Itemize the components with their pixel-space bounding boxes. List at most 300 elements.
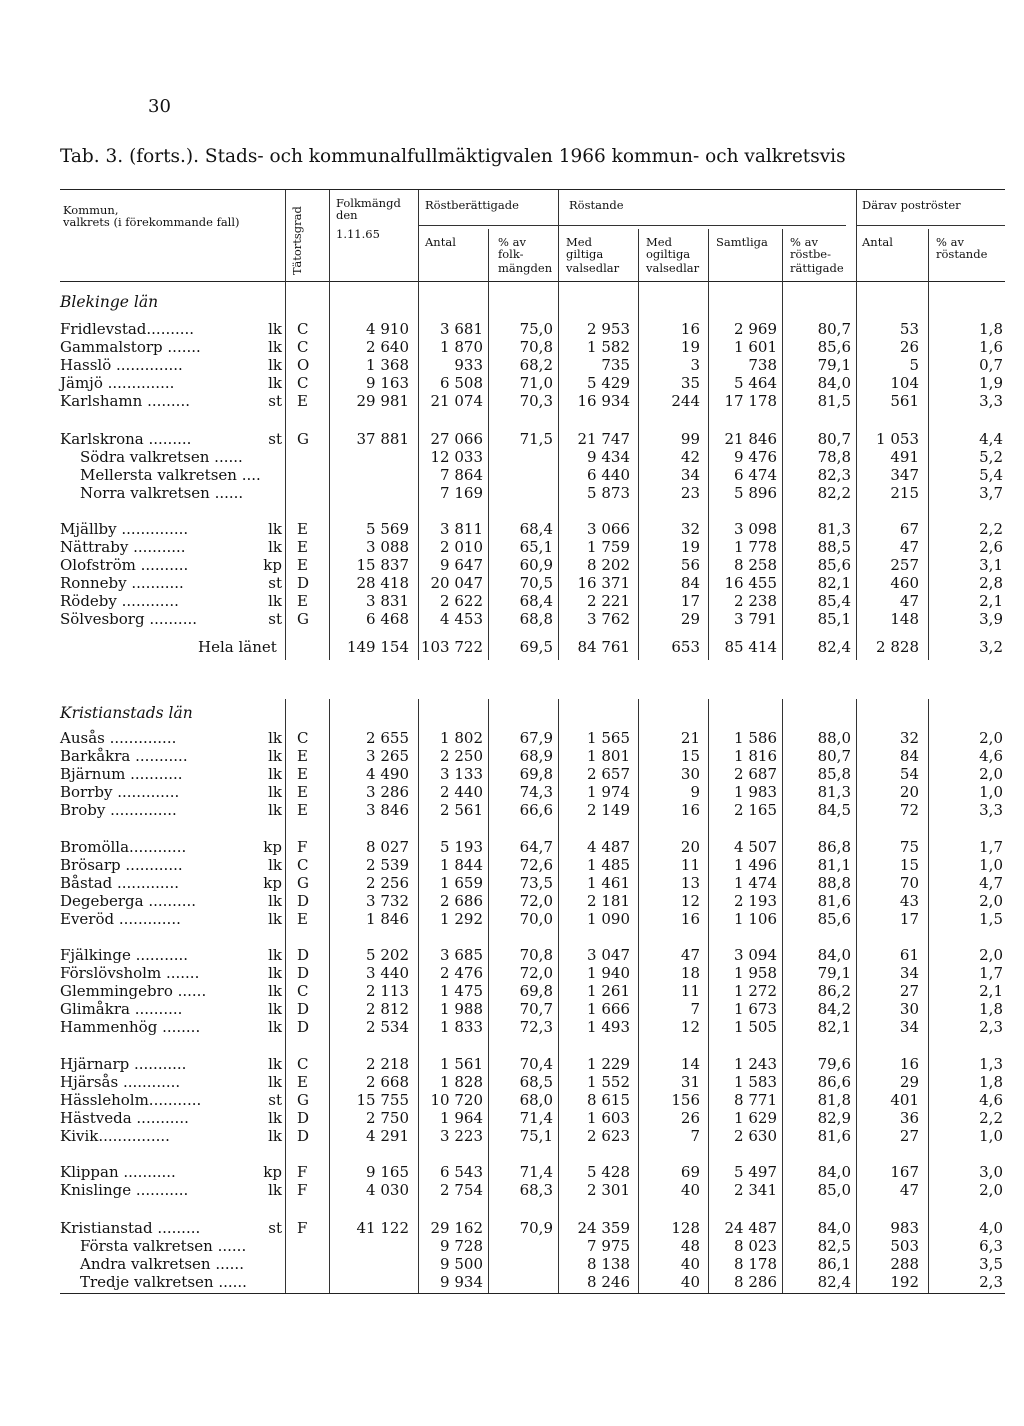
col-line	[856, 190, 857, 660]
row-type: lk	[268, 892, 282, 910]
row-name: Mjällby ..............	[60, 520, 189, 538]
col-line	[488, 229, 489, 660]
row-tatortsgrad: D	[297, 892, 310, 910]
cell-samtliga: 1 474	[734, 874, 777, 892]
cell-giltiga: 2 953	[587, 320, 630, 338]
cell-postroster-antal: 70	[899, 874, 919, 892]
cell-ogiltiga: 16	[680, 910, 700, 928]
cell-samtliga: 1 983	[734, 783, 777, 801]
cell-rostberattigade-pct: 72,6	[519, 856, 553, 874]
cell-postroster-antal: 167	[890, 1163, 919, 1181]
cell-ogiltiga: 47	[680, 946, 700, 964]
cell-samtliga: 738	[748, 356, 777, 374]
cell-postroster-antal: 54	[899, 765, 919, 783]
cell-samtliga: 8 771	[734, 1091, 777, 1109]
row-type: lk	[268, 1181, 282, 1199]
cell-rostberattigade-pct: 70,9	[519, 1219, 553, 1237]
cell-folkmangd: 2 812	[366, 1000, 409, 1018]
cell-postroster-pct: 2,0	[979, 892, 1003, 910]
cell-rostande-pct: 80,7	[817, 430, 851, 448]
cell-postroster-antal: 29	[899, 1073, 919, 1091]
row-type: lk	[268, 982, 282, 1000]
cell-folkmangd: 41 122	[356, 1219, 409, 1237]
cell-rostande-pct: 81,8	[817, 1091, 851, 1109]
cell-giltiga: 3 762	[587, 610, 630, 628]
header-pct-av-3: % av	[936, 235, 964, 249]
total-label: Hela länet	[198, 638, 277, 656]
row-tatortsgrad: G	[297, 430, 309, 448]
row-type: kp	[263, 1163, 282, 1181]
header-rostande: Röstande	[569, 198, 624, 212]
cell-rostberattigade-antal: 9 500	[440, 1255, 483, 1273]
cell-postroster-antal: 84	[899, 747, 919, 765]
cell-postroster-pct: 5,2	[979, 448, 1003, 466]
cell-giltiga: 8 138	[587, 1255, 630, 1273]
row-name: Jämjö ..............	[60, 374, 175, 392]
cell-rostande-pct: 82,4	[817, 1273, 851, 1291]
cell-rostberattigade-antal: 1 988	[440, 1000, 483, 1018]
cell-rostberattigade-antal: 1 833	[440, 1018, 483, 1036]
cell-folkmangd: 4 030	[366, 1181, 409, 1199]
cell-postroster-pct: 2,8	[979, 574, 1003, 592]
cell-rostberattigade-antal: 5 193	[440, 838, 483, 856]
cell-rostberattigade-pct: 66,6	[519, 801, 553, 819]
cell-samtliga: 5 497	[734, 1163, 777, 1181]
cell-folkmangd: 3 286	[366, 783, 409, 801]
cell-folkmangd: 2 113	[366, 982, 409, 1000]
row-name: Södra valkretsen ......	[80, 448, 243, 466]
cell-postroster-antal: 34	[899, 1018, 919, 1036]
cell-giltiga: 9 434	[587, 448, 630, 466]
cell-postroster-antal: 36	[899, 1109, 919, 1127]
cell-samtliga: 2 687	[734, 765, 777, 783]
cell-ogiltiga: 128	[671, 1219, 700, 1237]
cell-rostberattigade-antal: 6 508	[440, 374, 483, 392]
cell-rostberattigade-pct: 68,4	[519, 592, 553, 610]
header-folkmangd-den: den	[336, 208, 358, 222]
cell-postroster-pct: 3,7	[979, 484, 1003, 502]
cell-postroster-antal: 983	[890, 1219, 919, 1237]
cell-postroster-antal: 148	[890, 610, 919, 628]
col-line	[558, 699, 559, 1293]
cell-folkmangd: 1 846	[366, 910, 409, 928]
cell-rostberattigade-antal: 2 250	[440, 747, 483, 765]
cell-postroster-pct: 4,6	[979, 747, 1003, 765]
row-name: Tredje valkretsen ......	[80, 1273, 247, 1291]
row-type: lk	[268, 801, 282, 819]
cell-postroster-antal: 34	[899, 964, 919, 982]
row-tatortsgrad: F	[297, 1163, 308, 1181]
row-tatortsgrad: E	[297, 910, 308, 928]
cell-postroster-antal: 27	[899, 982, 919, 1000]
cell-ogiltiga: 17	[680, 592, 700, 610]
cell-folkmangd: 29 981	[356, 392, 409, 410]
cell-postroster-pct: 1,8	[979, 1073, 1003, 1091]
row-tatortsgrad: E	[297, 1073, 308, 1091]
cell-rostberattigade-pct: 70,4	[519, 1055, 553, 1073]
cell-samtliga: 1 496	[734, 856, 777, 874]
cell-rostande-pct: 85,6	[817, 556, 851, 574]
row-tatortsgrad: O	[297, 356, 310, 374]
cell-folkmangd: 5 569	[366, 520, 409, 538]
cell-rostberattigade-pct: 68,9	[519, 747, 553, 765]
cell-rostande-pct: 81,3	[817, 520, 851, 538]
col-line	[782, 229, 783, 660]
cell-folkmangd: 2 256	[366, 874, 409, 892]
row-tatortsgrad: C	[297, 320, 309, 338]
cell-postroster-antal: 5	[909, 356, 919, 374]
cell-giltiga: 1 493	[587, 1018, 630, 1036]
cell-postroster-antal: 17	[899, 910, 919, 928]
total-rostberattigade-antal: 103 722	[420, 638, 483, 656]
header-med-2: Med	[646, 235, 672, 249]
cell-samtliga: 9 476	[734, 448, 777, 466]
cell-giltiga: 21 747	[577, 430, 630, 448]
cell-rostande-pct: 86,8	[817, 838, 851, 856]
cell-samtliga: 2 341	[734, 1181, 777, 1199]
row-tatortsgrad: C	[297, 1055, 309, 1073]
cell-rostberattigade-pct: 71,0	[519, 374, 553, 392]
cell-rostande-pct: 82,5	[817, 1237, 851, 1255]
cell-giltiga: 2 221	[587, 592, 630, 610]
cell-giltiga: 735	[601, 356, 630, 374]
row-name: Hammenhög ........	[60, 1018, 201, 1036]
cell-postroster-pct: 1,8	[979, 1000, 1003, 1018]
cell-giltiga: 16 934	[577, 392, 630, 410]
cell-ogiltiga: 32	[680, 520, 700, 538]
row-name: Fjälkinge ...........	[60, 946, 189, 964]
header-rostande-2: röstande	[936, 247, 988, 261]
cell-rostande-pct: 84,5	[817, 801, 851, 819]
cell-ogiltiga: 21	[680, 729, 700, 747]
cell-rostberattigade-antal: 3 223	[440, 1127, 483, 1145]
row-type: lk	[268, 1109, 282, 1127]
cell-rostande-pct: 81,3	[817, 783, 851, 801]
page-number: 30	[148, 96, 171, 117]
cell-ogiltiga: 56	[680, 556, 700, 574]
cell-ogiltiga: 26	[680, 1109, 700, 1127]
cell-postroster-pct: 4,6	[979, 1091, 1003, 1109]
cell-postroster-pct: 1,3	[979, 1055, 1003, 1073]
header-valkrets: valkrets (i förekommande fall)	[63, 215, 240, 229]
row-type: kp	[263, 874, 282, 892]
cell-samtliga: 2 969	[734, 320, 777, 338]
col-line	[418, 190, 419, 660]
cell-rostande-pct: 79,1	[817, 964, 851, 982]
row-type: lk	[268, 910, 282, 928]
cell-rostande-pct: 85,6	[817, 338, 851, 356]
cell-folkmangd: 2 640	[366, 338, 409, 356]
row-name: Norra valkretsen ......	[80, 484, 244, 502]
cell-ogiltiga: 84	[680, 574, 700, 592]
row-type: lk	[268, 1127, 282, 1145]
cell-ogiltiga: 30	[680, 765, 700, 783]
row-type: lk	[268, 1000, 282, 1018]
row-name: Båstad .............	[60, 874, 179, 892]
col-line	[488, 699, 489, 1293]
cell-giltiga: 2 623	[587, 1127, 630, 1145]
cell-rostande-pct: 84,0	[817, 374, 851, 392]
cell-postroster-pct: 2,0	[979, 729, 1003, 747]
cell-ogiltiga: 11	[680, 982, 700, 1000]
row-name: Kristianstad .........	[60, 1219, 201, 1237]
cell-rostberattigade-pct: 64,7	[519, 838, 553, 856]
cell-folkmangd: 5 202	[366, 946, 409, 964]
cell-rostberattigade-antal: 12 033	[430, 448, 483, 466]
cell-samtliga: 1 106	[734, 910, 777, 928]
cell-rostberattigade-pct: 68,3	[519, 1181, 553, 1199]
cell-rostberattigade-pct: 68,2	[519, 356, 553, 374]
cell-giltiga: 2 181	[587, 892, 630, 910]
row-name: Mellersta valkretsen ....	[80, 466, 261, 484]
row-type: lk	[268, 592, 282, 610]
row-tatortsgrad: D	[297, 1109, 310, 1127]
row-name: Gammalstorp .......	[60, 338, 201, 356]
row-tatortsgrad: E	[297, 520, 308, 538]
cell-giltiga: 8 202	[587, 556, 630, 574]
header-med: Med	[566, 235, 592, 249]
lan-heading-kristianstad: Kristianstads län	[60, 704, 193, 722]
cell-folkmangd: 3 440	[366, 964, 409, 982]
cell-ogiltiga: 11	[680, 856, 700, 874]
row-tatortsgrad: C	[297, 338, 309, 356]
cell-rostberattigade-antal: 20 047	[430, 574, 483, 592]
cell-rostberattigade-antal: 2 686	[440, 892, 483, 910]
cell-ogiltiga: 3	[690, 356, 700, 374]
cell-folkmangd: 4 291	[366, 1127, 409, 1145]
row-tatortsgrad: F	[297, 838, 308, 856]
lan-heading-blekinge: Blekinge län	[60, 293, 159, 311]
row-name: Förslövsholm .......	[60, 964, 200, 982]
cell-ogiltiga: 12	[680, 892, 700, 910]
cell-rostberattigade-antal: 1 292	[440, 910, 483, 928]
cell-postroster-antal: 16	[899, 1055, 919, 1073]
header-darav: Därav poströster	[862, 198, 961, 212]
cell-rostberattigade-antal: 6 543	[440, 1163, 483, 1181]
cell-rostande-pct: 79,6	[817, 1055, 851, 1073]
cell-rostande-pct: 79,1	[817, 356, 851, 374]
row-name: Hjärsås ............	[60, 1073, 181, 1091]
cell-rostande-pct: 81,6	[817, 1127, 851, 1145]
row-name: Borrby .............	[60, 783, 180, 801]
cell-rostberattigade-antal: 1 561	[440, 1055, 483, 1073]
cell-rostberattigade-antal: 1 964	[440, 1109, 483, 1127]
col-line	[708, 229, 709, 660]
cell-rostande-pct: 84,2	[817, 1000, 851, 1018]
cell-postroster-pct: 3,0	[979, 1163, 1003, 1181]
cell-giltiga: 1 461	[587, 874, 630, 892]
cell-giltiga: 6 440	[587, 466, 630, 484]
cell-folkmangd: 6 468	[366, 610, 409, 628]
row-type: lk	[268, 856, 282, 874]
cell-postroster-antal: 61	[899, 946, 919, 964]
cell-rostberattigade-pct: 75,1	[519, 1127, 553, 1145]
cell-rostberattigade-pct: 70,5	[519, 574, 553, 592]
cell-rostande-pct: 81,6	[817, 892, 851, 910]
row-tatortsgrad: C	[297, 729, 309, 747]
cell-giltiga: 2 149	[587, 801, 630, 819]
cell-giltiga: 3 047	[587, 946, 630, 964]
cell-rostande-pct: 86,2	[817, 982, 851, 1000]
row-name: Karlshamn .........	[60, 392, 190, 410]
col-line	[928, 229, 929, 660]
cell-postroster-pct: 3,9	[979, 610, 1003, 628]
table-end-rule	[60, 1293, 1005, 1294]
row-type: lk	[268, 765, 282, 783]
cell-rostberattigade-antal: 4 453	[440, 610, 483, 628]
cell-giltiga: 1 940	[587, 964, 630, 982]
cell-giltiga: 1 801	[587, 747, 630, 765]
cell-rostberattigade-pct: 75,0	[519, 320, 553, 338]
cell-ogiltiga: 69	[680, 1163, 700, 1181]
cell-postroster-antal: 192	[890, 1273, 919, 1291]
cell-rostberattigade-antal: 1 475	[440, 982, 483, 1000]
row-name: Ausås ..............	[60, 729, 177, 747]
row-tatortsgrad: E	[297, 747, 308, 765]
cell-rostberattigade-antal: 1 802	[440, 729, 483, 747]
cell-postroster-pct: 1,0	[979, 1127, 1003, 1145]
cell-folkmangd: 3 265	[366, 747, 409, 765]
row-type: lk	[268, 729, 282, 747]
cell-giltiga: 4 487	[587, 838, 630, 856]
cell-rostande-pct: 85,8	[817, 765, 851, 783]
cell-rostande-pct: 88,5	[817, 538, 851, 556]
cell-giltiga: 1 485	[587, 856, 630, 874]
row-tatortsgrad: G	[297, 874, 309, 892]
row-name: Barkåkra ...........	[60, 747, 188, 765]
cell-rostberattigade-antal: 7 864	[440, 466, 483, 484]
cell-samtliga: 8 023	[734, 1237, 777, 1255]
cell-ogiltiga: 19	[680, 338, 700, 356]
cell-rostberattigade-antal: 1 828	[440, 1073, 483, 1091]
cell-rostberattigade-pct: 71,4	[519, 1163, 553, 1181]
row-name: Nättraby ...........	[60, 538, 186, 556]
cell-postroster-pct: 2,2	[979, 1109, 1003, 1127]
cell-folkmangd: 37 881	[356, 430, 409, 448]
cell-rostberattigade-pct: 69,8	[519, 765, 553, 783]
cell-folkmangd: 3 732	[366, 892, 409, 910]
cell-rostberattigade-antal: 7 169	[440, 484, 483, 502]
row-name: Ronneby ...........	[60, 574, 184, 592]
row-type: lk	[268, 520, 282, 538]
cell-samtliga: 17 178	[724, 392, 777, 410]
cell-postroster-antal: 47	[899, 538, 919, 556]
row-tatortsgrad: E	[297, 538, 308, 556]
header-mangden: mängden	[498, 261, 553, 275]
cell-samtliga: 21 846	[724, 430, 777, 448]
cell-samtliga: 5 896	[734, 484, 777, 502]
row-name: Olofström ..........	[60, 556, 189, 574]
cell-ogiltiga: 16	[680, 801, 700, 819]
cell-samtliga: 1 629	[734, 1109, 777, 1127]
cell-postroster-pct: 5,4	[979, 466, 1003, 484]
cell-ogiltiga: 40	[680, 1255, 700, 1273]
cell-rostberattigade-pct: 70,8	[519, 946, 553, 964]
cell-folkmangd: 15 837	[356, 556, 409, 574]
cell-ogiltiga: 7	[690, 1127, 700, 1145]
row-type: lk	[268, 538, 282, 556]
cell-postroster-antal: 53	[899, 320, 919, 338]
cell-giltiga: 24 359	[577, 1219, 630, 1237]
cell-postroster-antal: 47	[899, 1181, 919, 1199]
cell-rostberattigade-antal: 2 010	[440, 538, 483, 556]
cell-rostande-pct: 88,0	[817, 729, 851, 747]
row-type: st	[268, 392, 282, 410]
col-line	[285, 699, 286, 1293]
col-line	[558, 190, 559, 660]
cell-rostande-pct: 85,1	[817, 610, 851, 628]
cell-giltiga: 3 066	[587, 520, 630, 538]
cell-postroster-antal: 75	[899, 838, 919, 856]
cell-postroster-antal: 104	[890, 374, 919, 392]
cell-postroster-antal: 26	[899, 338, 919, 356]
row-name: Karlskrona .........	[60, 430, 192, 448]
cell-rostberattigade-antal: 1 844	[440, 856, 483, 874]
cell-folkmangd: 4 910	[366, 320, 409, 338]
cell-rostberattigade-antal: 3 811	[440, 520, 483, 538]
cell-rostberattigade-antal: 9 728	[440, 1237, 483, 1255]
row-tatortsgrad: E	[297, 592, 308, 610]
row-name: Fridlevstad..........	[60, 320, 195, 338]
cell-samtliga: 6 474	[734, 466, 777, 484]
cell-giltiga: 5 428	[587, 1163, 630, 1181]
cell-ogiltiga: 244	[671, 392, 700, 410]
cell-giltiga: 16 371	[577, 574, 630, 592]
cell-folkmangd: 4 490	[366, 765, 409, 783]
cell-postroster-antal: 1 053	[876, 430, 919, 448]
cell-postroster-antal: 503	[890, 1237, 919, 1255]
cell-ogiltiga: 12	[680, 1018, 700, 1036]
row-type: lk	[268, 783, 282, 801]
total-rostberattigade-pct: 69,5	[519, 638, 553, 656]
cell-samtliga: 1 673	[734, 1000, 777, 1018]
header-valsedlar-2: valsedlar	[646, 261, 700, 275]
row-tatortsgrad: D	[297, 574, 310, 592]
header-ogiltiga: ogiltiga	[646, 247, 691, 261]
cell-rostande-pct: 84,0	[817, 946, 851, 964]
cell-postroster-antal: 401	[890, 1091, 919, 1109]
cell-samtliga: 2 193	[734, 892, 777, 910]
row-name: Kivik...............	[60, 1127, 170, 1145]
row-tatortsgrad: F	[297, 1181, 308, 1199]
cell-postroster-pct: 2,1	[979, 982, 1003, 1000]
row-type: lk	[268, 1018, 282, 1036]
cell-rostberattigade-antal: 9 934	[440, 1273, 483, 1291]
cell-giltiga: 1 603	[587, 1109, 630, 1127]
col-line	[285, 190, 286, 660]
cell-ogiltiga: 9	[690, 783, 700, 801]
row-type: st	[268, 430, 282, 448]
cell-folkmangd: 2 539	[366, 856, 409, 874]
col-line	[418, 699, 419, 1293]
row-tatortsgrad: C	[297, 856, 309, 874]
cell-giltiga: 1 582	[587, 338, 630, 356]
header-group-rule	[418, 225, 846, 226]
cell-rostande-pct: 81,5	[817, 392, 851, 410]
row-type: lk	[268, 747, 282, 765]
header-rattigade: rättigade	[790, 261, 844, 275]
row-name: Brösarp ............	[60, 856, 183, 874]
cell-postroster-pct: 2,0	[979, 1181, 1003, 1199]
cell-rostberattigade-antal: 3 133	[440, 765, 483, 783]
cell-samtliga: 3 791	[734, 610, 777, 628]
header-rostberattigade: Röstberättigade	[425, 198, 519, 212]
cell-rostande-pct: 85,6	[817, 910, 851, 928]
total-postroster-antal: 2 828	[876, 638, 919, 656]
cell-ogiltiga: 40	[680, 1181, 700, 1199]
cell-folkmangd: 2 655	[366, 729, 409, 747]
cell-ogiltiga: 42	[680, 448, 700, 466]
